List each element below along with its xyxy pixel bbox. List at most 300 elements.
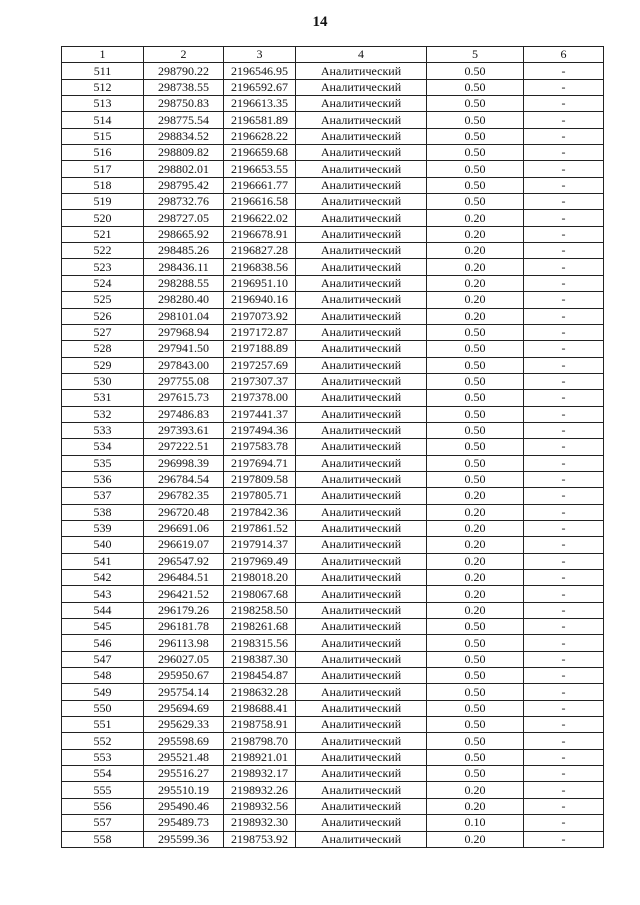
column-header: 5 bbox=[427, 47, 524, 63]
method-cell: Аналитический bbox=[296, 324, 427, 340]
note-cell: - bbox=[524, 259, 604, 275]
method-cell: Аналитический bbox=[296, 619, 427, 635]
note-cell: - bbox=[524, 161, 604, 177]
method-cell: Аналитический bbox=[296, 831, 427, 847]
note-cell: - bbox=[524, 324, 604, 340]
x-coordinate-cell: 298802.01 bbox=[144, 161, 224, 177]
accuracy-cell: 0.20 bbox=[427, 275, 524, 291]
point-number-cell: 524 bbox=[62, 275, 144, 291]
x-coordinate-cell: 297486.83 bbox=[144, 406, 224, 422]
method-cell: Аналитический bbox=[296, 520, 427, 536]
point-number-cell: 548 bbox=[62, 668, 144, 684]
accuracy-cell: 0.50 bbox=[427, 324, 524, 340]
point-number-cell: 512 bbox=[62, 79, 144, 95]
table-row bbox=[62, 439, 604, 455]
point-number-cell: 534 bbox=[62, 439, 144, 455]
accuracy-cell: 0.50 bbox=[427, 471, 524, 487]
method-cell: Аналитический bbox=[296, 488, 427, 504]
method-cell: Аналитический bbox=[296, 586, 427, 602]
table-row bbox=[62, 63, 604, 79]
y-coordinate-cell: 2197861.52 bbox=[224, 520, 296, 536]
table-row bbox=[62, 259, 604, 275]
x-coordinate-cell: 296619.07 bbox=[144, 537, 224, 553]
x-coordinate-cell: 298485.26 bbox=[144, 243, 224, 259]
table-row bbox=[62, 177, 604, 193]
y-coordinate-cell: 2196613.35 bbox=[224, 96, 296, 112]
note-cell: - bbox=[524, 292, 604, 308]
y-coordinate-cell: 2196659.68 bbox=[224, 145, 296, 161]
accuracy-cell: 0.50 bbox=[427, 455, 524, 471]
accuracy-cell: 0.50 bbox=[427, 357, 524, 373]
table-row bbox=[62, 422, 604, 438]
x-coordinate-cell: 298727.05 bbox=[144, 210, 224, 226]
point-number-cell: 533 bbox=[62, 422, 144, 438]
y-coordinate-cell: 2196581.89 bbox=[224, 112, 296, 128]
y-coordinate-cell: 2197378.00 bbox=[224, 390, 296, 406]
note-cell: - bbox=[524, 226, 604, 242]
point-number-cell: 550 bbox=[62, 700, 144, 716]
note-cell: - bbox=[524, 700, 604, 716]
x-coordinate-cell: 295489.73 bbox=[144, 815, 224, 831]
note-cell: - bbox=[524, 504, 604, 520]
table-row bbox=[62, 798, 604, 814]
x-coordinate-cell: 297222.51 bbox=[144, 439, 224, 455]
accuracy-cell: 0.20 bbox=[427, 488, 524, 504]
method-cell: Аналитический bbox=[296, 275, 427, 291]
y-coordinate-cell: 2196661.77 bbox=[224, 177, 296, 193]
table-row bbox=[62, 570, 604, 586]
point-number-cell: 519 bbox=[62, 194, 144, 210]
accuracy-cell: 0.20 bbox=[427, 292, 524, 308]
point-number-cell: 538 bbox=[62, 504, 144, 520]
note-cell: - bbox=[524, 112, 604, 128]
note-cell: - bbox=[524, 717, 604, 733]
point-number-cell: 554 bbox=[62, 766, 144, 782]
x-coordinate-cell: 298280.40 bbox=[144, 292, 224, 308]
table-row bbox=[62, 602, 604, 618]
accuracy-cell: 0.20 bbox=[427, 782, 524, 798]
table-row bbox=[62, 635, 604, 651]
x-coordinate-cell: 298732.76 bbox=[144, 194, 224, 210]
accuracy-cell: 0.20 bbox=[427, 537, 524, 553]
header-row bbox=[62, 47, 604, 63]
x-coordinate-cell: 295950.67 bbox=[144, 668, 224, 684]
note-cell: - bbox=[524, 341, 604, 357]
accuracy-cell: 0.50 bbox=[427, 749, 524, 765]
y-coordinate-cell: 2198261.68 bbox=[224, 619, 296, 635]
note-cell: - bbox=[524, 390, 604, 406]
method-cell: Аналитический bbox=[296, 357, 427, 373]
note-cell: - bbox=[524, 570, 604, 586]
method-cell: Аналитический bbox=[296, 112, 427, 128]
y-coordinate-cell: 2197073.92 bbox=[224, 308, 296, 324]
note-cell: - bbox=[524, 177, 604, 193]
x-coordinate-cell: 296113.98 bbox=[144, 635, 224, 651]
table-row bbox=[62, 226, 604, 242]
table-row bbox=[62, 406, 604, 422]
table-row bbox=[62, 128, 604, 144]
point-number-cell: 543 bbox=[62, 586, 144, 602]
note-cell: - bbox=[524, 455, 604, 471]
table-row bbox=[62, 504, 604, 520]
table-row bbox=[62, 357, 604, 373]
point-number-cell: 552 bbox=[62, 733, 144, 749]
point-number-cell: 531 bbox=[62, 390, 144, 406]
y-coordinate-cell: 2198753.92 bbox=[224, 831, 296, 847]
accuracy-cell: 0.20 bbox=[427, 602, 524, 618]
method-cell: Аналитический bbox=[296, 717, 427, 733]
accuracy-cell: 0.50 bbox=[427, 390, 524, 406]
accuracy-cell: 0.50 bbox=[427, 194, 524, 210]
y-coordinate-cell: 2197441.37 bbox=[224, 406, 296, 422]
x-coordinate-cell: 298101.04 bbox=[144, 308, 224, 324]
method-cell: Аналитический bbox=[296, 766, 427, 782]
x-coordinate-cell: 296784.54 bbox=[144, 471, 224, 487]
note-cell: - bbox=[524, 553, 604, 569]
accuracy-cell: 0.50 bbox=[427, 406, 524, 422]
table-row bbox=[62, 112, 604, 128]
method-cell: Аналитический bbox=[296, 63, 427, 79]
table-row bbox=[62, 341, 604, 357]
y-coordinate-cell: 2198018.20 bbox=[224, 570, 296, 586]
point-number-cell: 555 bbox=[62, 782, 144, 798]
x-coordinate-cell: 298436.11 bbox=[144, 259, 224, 275]
accuracy-cell: 0.50 bbox=[427, 79, 524, 95]
x-coordinate-cell: 296998.39 bbox=[144, 455, 224, 471]
accuracy-cell: 0.20 bbox=[427, 243, 524, 259]
note-cell: - bbox=[524, 422, 604, 438]
point-number-cell: 549 bbox=[62, 684, 144, 700]
x-coordinate-cell: 298790.22 bbox=[144, 63, 224, 79]
accuracy-cell: 0.20 bbox=[427, 553, 524, 569]
note-cell: - bbox=[524, 210, 604, 226]
method-cell: Аналитический bbox=[296, 471, 427, 487]
note-cell: - bbox=[524, 586, 604, 602]
table-row bbox=[62, 586, 604, 602]
y-coordinate-cell: 2197914.37 bbox=[224, 537, 296, 553]
note-cell: - bbox=[524, 651, 604, 667]
column-header: 1 bbox=[62, 47, 144, 63]
accuracy-cell: 0.20 bbox=[427, 520, 524, 536]
table-row bbox=[62, 749, 604, 765]
method-cell: Аналитический bbox=[296, 733, 427, 749]
method-cell: Аналитический bbox=[296, 308, 427, 324]
method-cell: Аналитический bbox=[296, 243, 427, 259]
accuracy-cell: 0.50 bbox=[427, 766, 524, 782]
accuracy-cell: 0.50 bbox=[427, 145, 524, 161]
point-number-cell: 532 bbox=[62, 406, 144, 422]
note-cell: - bbox=[524, 635, 604, 651]
accuracy-cell: 0.50 bbox=[427, 112, 524, 128]
note-cell: - bbox=[524, 439, 604, 455]
y-coordinate-cell: 2198387.30 bbox=[224, 651, 296, 667]
table-row bbox=[62, 96, 604, 112]
y-coordinate-cell: 2197257.69 bbox=[224, 357, 296, 373]
accuracy-cell: 0.50 bbox=[427, 635, 524, 651]
accuracy-cell: 0.20 bbox=[427, 259, 524, 275]
table-row bbox=[62, 145, 604, 161]
table-row bbox=[62, 488, 604, 504]
accuracy-cell: 0.50 bbox=[427, 439, 524, 455]
method-cell: Аналитический bbox=[296, 782, 427, 798]
note-cell: - bbox=[524, 488, 604, 504]
table-row bbox=[62, 553, 604, 569]
method-cell: Аналитический bbox=[296, 341, 427, 357]
note-cell: - bbox=[524, 357, 604, 373]
table-row bbox=[62, 717, 604, 733]
page-number: 14 bbox=[312, 14, 328, 30]
method-cell: Аналитический bbox=[296, 259, 427, 275]
accuracy-cell: 0.50 bbox=[427, 717, 524, 733]
point-number-cell: 518 bbox=[62, 177, 144, 193]
note-cell: - bbox=[524, 831, 604, 847]
note-cell: - bbox=[524, 145, 604, 161]
x-coordinate-cell: 295629.33 bbox=[144, 717, 224, 733]
table-row bbox=[62, 324, 604, 340]
y-coordinate-cell: 2197805.71 bbox=[224, 488, 296, 504]
note-cell: - bbox=[524, 815, 604, 831]
x-coordinate-cell: 298750.83 bbox=[144, 96, 224, 112]
y-coordinate-cell: 2198632.28 bbox=[224, 684, 296, 700]
y-coordinate-cell: 2196678.91 bbox=[224, 226, 296, 242]
point-number-cell: 523 bbox=[62, 259, 144, 275]
y-coordinate-cell: 2196951.10 bbox=[224, 275, 296, 291]
x-coordinate-cell: 296484.51 bbox=[144, 570, 224, 586]
x-coordinate-cell: 296782.35 bbox=[144, 488, 224, 504]
y-coordinate-cell: 2196940.16 bbox=[224, 292, 296, 308]
point-number-cell: 535 bbox=[62, 455, 144, 471]
x-coordinate-cell: 296421.52 bbox=[144, 586, 224, 602]
accuracy-cell: 0.10 bbox=[427, 815, 524, 831]
accuracy-cell: 0.20 bbox=[427, 308, 524, 324]
point-number-cell: 526 bbox=[62, 308, 144, 324]
table-row bbox=[62, 275, 604, 291]
accuracy-cell: 0.20 bbox=[427, 570, 524, 586]
method-cell: Аналитический bbox=[296, 700, 427, 716]
table-row bbox=[62, 390, 604, 406]
x-coordinate-cell: 297615.73 bbox=[144, 390, 224, 406]
x-coordinate-cell: 297393.61 bbox=[144, 422, 224, 438]
method-cell: Аналитический bbox=[296, 815, 427, 831]
x-coordinate-cell: 296720.48 bbox=[144, 504, 224, 520]
note-cell: - bbox=[524, 406, 604, 422]
point-number-cell: 551 bbox=[62, 717, 144, 733]
method-cell: Аналитический bbox=[296, 570, 427, 586]
method-cell: Аналитический bbox=[296, 79, 427, 95]
accuracy-cell: 0.50 bbox=[427, 373, 524, 389]
note-cell: - bbox=[524, 798, 604, 814]
y-coordinate-cell: 2198758.91 bbox=[224, 717, 296, 733]
point-number-cell: 525 bbox=[62, 292, 144, 308]
method-cell: Аналитический bbox=[296, 406, 427, 422]
method-cell: Аналитический bbox=[296, 602, 427, 618]
point-number-cell: 558 bbox=[62, 831, 144, 847]
point-number-cell: 515 bbox=[62, 128, 144, 144]
accuracy-cell: 0.20 bbox=[427, 504, 524, 520]
y-coordinate-cell: 2197842.36 bbox=[224, 504, 296, 520]
table-row bbox=[62, 292, 604, 308]
x-coordinate-cell: 295694.69 bbox=[144, 700, 224, 716]
accuracy-cell: 0.50 bbox=[427, 177, 524, 193]
note-cell: - bbox=[524, 668, 604, 684]
accuracy-cell: 0.50 bbox=[427, 341, 524, 357]
table-row bbox=[62, 651, 604, 667]
x-coordinate-cell: 298775.54 bbox=[144, 112, 224, 128]
note-cell: - bbox=[524, 782, 604, 798]
x-coordinate-cell: 295598.69 bbox=[144, 733, 224, 749]
point-number-cell: 557 bbox=[62, 815, 144, 831]
y-coordinate-cell: 2196616.58 bbox=[224, 194, 296, 210]
y-coordinate-cell: 2196653.55 bbox=[224, 161, 296, 177]
method-cell: Аналитический bbox=[296, 668, 427, 684]
y-coordinate-cell: 2196827.28 bbox=[224, 243, 296, 259]
accuracy-cell: 0.20 bbox=[427, 210, 524, 226]
method-cell: Аналитический bbox=[296, 161, 427, 177]
x-coordinate-cell: 296027.05 bbox=[144, 651, 224, 667]
point-number-cell: 541 bbox=[62, 553, 144, 569]
point-number-cell: 530 bbox=[62, 373, 144, 389]
point-number-cell: 527 bbox=[62, 324, 144, 340]
accuracy-cell: 0.50 bbox=[427, 96, 524, 112]
x-coordinate-cell: 295510.19 bbox=[144, 782, 224, 798]
note-cell: - bbox=[524, 275, 604, 291]
note-cell: - bbox=[524, 537, 604, 553]
table-row bbox=[62, 308, 604, 324]
y-coordinate-cell: 2196546.95 bbox=[224, 63, 296, 79]
method-cell: Аналитический bbox=[296, 749, 427, 765]
accuracy-cell: 0.50 bbox=[427, 128, 524, 144]
table-row bbox=[62, 537, 604, 553]
table-row bbox=[62, 194, 604, 210]
point-number-cell: 553 bbox=[62, 749, 144, 765]
y-coordinate-cell: 2198688.41 bbox=[224, 700, 296, 716]
note-cell: - bbox=[524, 619, 604, 635]
x-coordinate-cell: 298288.55 bbox=[144, 275, 224, 291]
method-cell: Аналитический bbox=[296, 292, 427, 308]
accuracy-cell: 0.20 bbox=[427, 226, 524, 242]
note-cell: - bbox=[524, 602, 604, 618]
y-coordinate-cell: 2198454.87 bbox=[224, 668, 296, 684]
table-row bbox=[62, 210, 604, 226]
accuracy-cell: 0.50 bbox=[427, 161, 524, 177]
accuracy-cell: 0.50 bbox=[427, 668, 524, 684]
y-coordinate-cell: 2196622.02 bbox=[224, 210, 296, 226]
point-number-cell: 528 bbox=[62, 341, 144, 357]
point-number-cell: 517 bbox=[62, 161, 144, 177]
note-cell: - bbox=[524, 308, 604, 324]
y-coordinate-cell: 2198932.56 bbox=[224, 798, 296, 814]
method-cell: Аналитический bbox=[296, 537, 427, 553]
point-number-cell: 522 bbox=[62, 243, 144, 259]
point-number-cell: 547 bbox=[62, 651, 144, 667]
y-coordinate-cell: 2197809.58 bbox=[224, 471, 296, 487]
x-coordinate-cell: 297968.94 bbox=[144, 324, 224, 340]
method-cell: Аналитический bbox=[296, 422, 427, 438]
method-cell: Аналитический bbox=[296, 798, 427, 814]
method-cell: Аналитический bbox=[296, 177, 427, 193]
point-number-cell: 544 bbox=[62, 602, 144, 618]
accuracy-cell: 0.20 bbox=[427, 586, 524, 602]
method-cell: Аналитический bbox=[296, 390, 427, 406]
method-cell: Аналитический bbox=[296, 439, 427, 455]
y-coordinate-cell: 2197188.89 bbox=[224, 341, 296, 357]
x-coordinate-cell: 295490.46 bbox=[144, 798, 224, 814]
point-number-cell: 556 bbox=[62, 798, 144, 814]
x-coordinate-cell: 295754.14 bbox=[144, 684, 224, 700]
point-number-cell: 529 bbox=[62, 357, 144, 373]
accuracy-cell: 0.50 bbox=[427, 700, 524, 716]
table-header bbox=[62, 47, 604, 63]
table-row bbox=[62, 373, 604, 389]
method-cell: Аналитический bbox=[296, 128, 427, 144]
point-number-cell: 521 bbox=[62, 226, 144, 242]
y-coordinate-cell: 2196838.56 bbox=[224, 259, 296, 275]
accuracy-cell: 0.50 bbox=[427, 651, 524, 667]
method-cell: Аналитический bbox=[296, 210, 427, 226]
coordinates-table bbox=[61, 46, 604, 848]
y-coordinate-cell: 2197494.36 bbox=[224, 422, 296, 438]
x-coordinate-cell: 296547.92 bbox=[144, 553, 224, 569]
method-cell: Аналитический bbox=[296, 145, 427, 161]
x-coordinate-cell: 295516.27 bbox=[144, 766, 224, 782]
accuracy-cell: 0.50 bbox=[427, 733, 524, 749]
table-row bbox=[62, 684, 604, 700]
accuracy-cell: 0.50 bbox=[427, 63, 524, 79]
x-coordinate-cell: 297941.50 bbox=[144, 341, 224, 357]
point-number-cell: 513 bbox=[62, 96, 144, 112]
note-cell: - bbox=[524, 520, 604, 536]
x-coordinate-cell: 296181.78 bbox=[144, 619, 224, 635]
point-number-cell: 542 bbox=[62, 570, 144, 586]
table-body bbox=[62, 63, 604, 848]
note-cell: - bbox=[524, 96, 604, 112]
y-coordinate-cell: 2198921.01 bbox=[224, 749, 296, 765]
table-row bbox=[62, 471, 604, 487]
y-coordinate-cell: 2196592.67 bbox=[224, 79, 296, 95]
y-coordinate-cell: 2198932.17 bbox=[224, 766, 296, 782]
note-cell: - bbox=[524, 684, 604, 700]
table-row bbox=[62, 668, 604, 684]
method-cell: Аналитический bbox=[296, 455, 427, 471]
note-cell: - bbox=[524, 766, 604, 782]
method-cell: Аналитический bbox=[296, 553, 427, 569]
accuracy-cell: 0.50 bbox=[427, 422, 524, 438]
x-coordinate-cell: 298738.55 bbox=[144, 79, 224, 95]
method-cell: Аналитический bbox=[296, 504, 427, 520]
table-row bbox=[62, 782, 604, 798]
method-cell: Аналитический bbox=[296, 373, 427, 389]
y-coordinate-cell: 2196628.22 bbox=[224, 128, 296, 144]
point-number-cell: 536 bbox=[62, 471, 144, 487]
y-coordinate-cell: 2198315.56 bbox=[224, 635, 296, 651]
x-coordinate-cell: 298665.92 bbox=[144, 226, 224, 242]
method-cell: Аналитический bbox=[296, 96, 427, 112]
table-row bbox=[62, 619, 604, 635]
y-coordinate-cell: 2197307.37 bbox=[224, 373, 296, 389]
y-coordinate-cell: 2197969.49 bbox=[224, 553, 296, 569]
y-coordinate-cell: 2198798.70 bbox=[224, 733, 296, 749]
table-row bbox=[62, 161, 604, 177]
y-coordinate-cell: 2197694.71 bbox=[224, 455, 296, 471]
y-coordinate-cell: 2198932.26 bbox=[224, 782, 296, 798]
accuracy-cell: 0.20 bbox=[427, 831, 524, 847]
y-coordinate-cell: 2198258.50 bbox=[224, 602, 296, 618]
note-cell: - bbox=[524, 471, 604, 487]
point-number-cell: 546 bbox=[62, 635, 144, 651]
table-row bbox=[62, 815, 604, 831]
note-cell: - bbox=[524, 194, 604, 210]
x-coordinate-cell: 297755.08 bbox=[144, 373, 224, 389]
